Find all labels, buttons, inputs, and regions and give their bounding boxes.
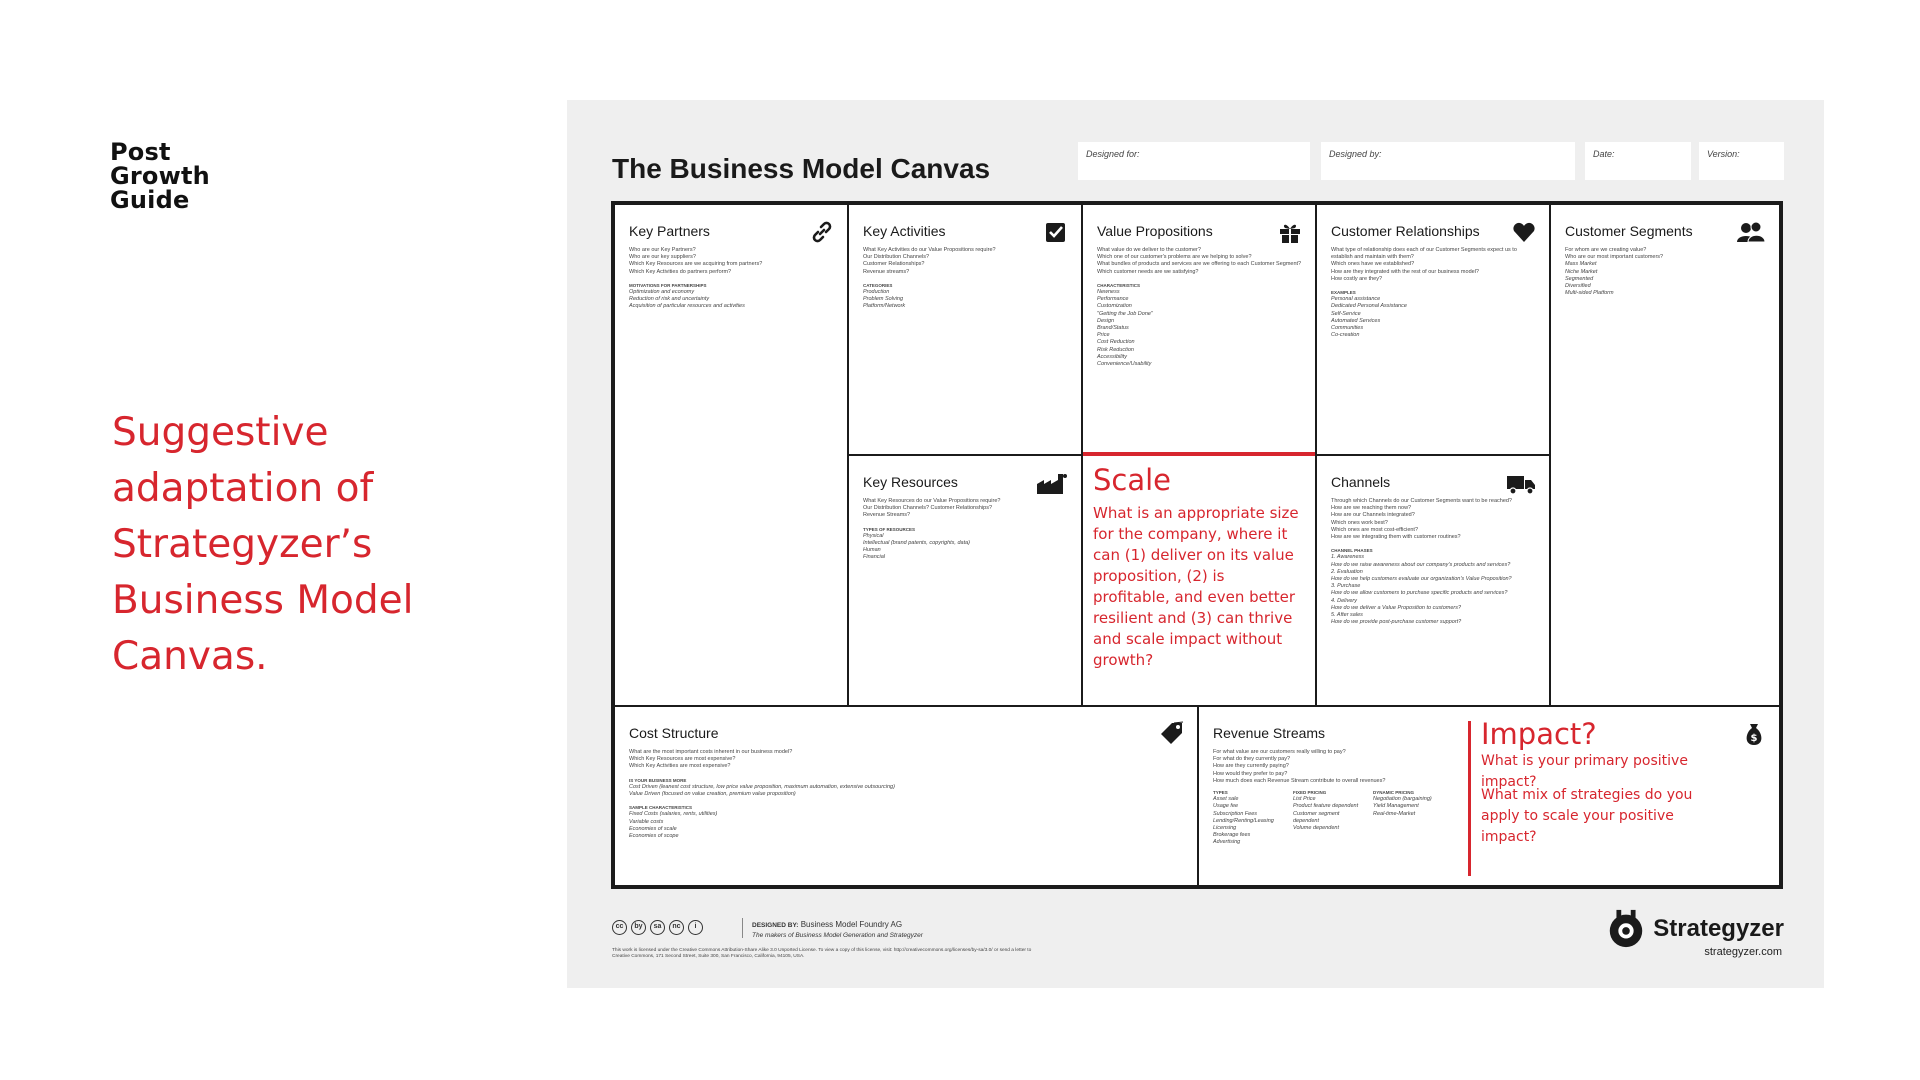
revenue-column-heading: DYNAMIC PRICING <box>1373 790 1415 796</box>
guide-question: How are we reaching them now? <box>1331 505 1412 512</box>
cc-by-icon: by <box>631 920 646 935</box>
guide-example: How do we provide post-purchase customer support? <box>1331 619 1462 626</box>
guide-example: Newness <box>1097 289 1120 296</box>
guide-heading: SAMPLE CHARACTERISTICS <box>629 805 693 811</box>
revenue-column-item: Asset sale <box>1213 796 1239 803</box>
key-resources-title: Key Resources <box>863 474 958 490</box>
guide-example: Production <box>863 289 890 296</box>
guide-example: Self-Service <box>1331 310 1361 317</box>
gift-icon <box>1277 219 1303 245</box>
logo-line-3: Guide <box>110 186 190 214</box>
factory-icon <box>1035 470 1069 496</box>
guide-example: How do we allow customers to purchase specific products and services? <box>1331 590 1508 597</box>
guide-question: Which customer needs are we satisfying? <box>1097 268 1199 275</box>
revenue-column-heading: TYPES <box>1213 790 1228 796</box>
revenue-column-item: dependent <box>1293 817 1319 824</box>
guide-example: Multi-sided Platform <box>1565 290 1614 297</box>
revenue-fixed-pricing-column <box>1293 789 1363 847</box>
makers-credit: The makers of Business Model Generation and Strategyzer <box>752 932 923 939</box>
customer-segments-title: Customer Segments <box>1565 223 1693 239</box>
guide-example: Brand/Status <box>1097 325 1129 332</box>
revenue-question: How would they prefer to pay? <box>1213 770 1288 777</box>
channels-guide <box>1331 498 1539 626</box>
guide-question: What Key Resources do our Value Propositions require? <box>863 498 1001 504</box>
revenue-column-item: Volume dependent <box>1293 825 1339 832</box>
guide-example: 3. Purchase <box>1331 583 1361 590</box>
guide-question: Who are our Key Partners? <box>629 247 696 253</box>
guide-example: Risk Reduction <box>1097 346 1134 353</box>
cc-i-icon: i <box>688 920 703 935</box>
guide-question: What bundles of products and services are we offering to each Customer Segment? <box>1097 261 1302 268</box>
guide-example: 2. Evaluation <box>1331 568 1363 575</box>
guide-heading: CATEGORIES <box>863 282 893 288</box>
guide-example: Platform/Network <box>863 303 906 310</box>
checkbox-icon <box>1043 219 1069 245</box>
guide-question: Who are our key suppliers? <box>629 254 696 261</box>
revenue-types-column <box>1213 789 1283 847</box>
guide-heading: IS YOUR BUSINESS MORE <box>629 777 687 783</box>
revenue-column-item: Lending/Renting/Leasing <box>1213 817 1274 824</box>
customer-relationships-block <box>1315 205 1549 454</box>
strategyzer-logo[interactable] <box>1605 908 1784 950</box>
revenue-column-item: Advertising <box>1213 839 1241 846</box>
guide-question: Which ones are most cost-efficient? <box>1331 526 1419 533</box>
canvas-grid <box>611 201 1783 889</box>
designed-by-credit <box>752 920 902 929</box>
guide-example: Accessibility <box>1097 353 1127 360</box>
guide-example: Design <box>1097 317 1115 324</box>
guide-example: Personal assistance <box>1331 296 1381 303</box>
revenue-column-item: Yield Management <box>1373 803 1419 810</box>
strategyzer-mark-icon <box>1605 908 1647 950</box>
guide-question: Which Key Resources are we acquiring from partners? <box>629 261 763 268</box>
guide-example: Price <box>1097 332 1110 339</box>
key-resources-block <box>847 454 1081 705</box>
license-text: This work is licensed under the Creative Commons Attribution-Share Alike 3.0 Unported License. To view a copy of this license, visit: http://creativecommons.org/licenses/by-sa/3.0/ or send a letter to Creative Commons, 171 Second Street, Suite 300, San Francisco, California, 94105, USA. <box>612 948 1032 959</box>
guide-question: What Key Activities do our Value Propositions require? <box>863 247 996 253</box>
cc-cc-icon: cc <box>612 920 627 935</box>
guide-question: Revenue Streams? <box>863 512 911 519</box>
guide-example: Niche Market <box>1565 268 1598 275</box>
revenue-column-item: Brokerage fees <box>1213 832 1251 839</box>
logo-line-2: Growth <box>110 162 210 190</box>
value-propositions-title: Value Propositions <box>1097 223 1213 239</box>
designed-by-label: DESIGNED BY: <box>752 922 799 929</box>
guide-example: 1. Awareness <box>1331 554 1365 561</box>
guide-example: Human <box>863 547 881 554</box>
guide-example: Value Driven (focused on value creation, premium value proposition) <box>629 791 796 798</box>
guide-example: Acquisition of particular resources and activities <box>629 303 745 310</box>
revenue-column-item: List Price <box>1293 796 1316 803</box>
designed-for-field[interactable]: Designed for: <box>1078 142 1310 180</box>
cost-structure-guide <box>629 749 1187 840</box>
creative-commons-icons <box>612 920 703 935</box>
version-field[interactable]: Version: <box>1699 142 1784 180</box>
svg-text:$: $ <box>1750 733 1758 744</box>
guide-example: Economies of scope <box>629 833 679 840</box>
heart-icon <box>1511 219 1537 245</box>
guide-example: Optimization and economy <box>629 289 695 296</box>
guide-example: 4. Delivery <box>1331 597 1357 604</box>
revenue-question: For what do they currently pay? <box>1213 756 1291 763</box>
impact-title: Impact? <box>1481 717 1597 751</box>
scale-question: What is an appropriate size for the company, where it can (1) deliver on its value proposition, (2) is profitable, and even better resilient and (3) can thrive and scale impact without growth? <box>1093 504 1299 669</box>
guide-question: Which Key Resources are most expensive? <box>629 756 736 763</box>
guide-example: How do we raise awareness about our company's products and services? <box>1331 561 1511 568</box>
revenue-streams-title: Revenue Streams <box>1213 725 1326 741</box>
guide-example: 5. After sales <box>1331 612 1363 619</box>
channels-title: Channels <box>1331 474 1391 490</box>
tagline: Suggestive adaptation of Strategyzer’s Business Model Canvas. <box>112 410 414 679</box>
logo-line-1: Post <box>110 138 171 166</box>
guide-example: Mass Market <box>1565 261 1597 268</box>
guide-example: Problem Solving <box>863 296 904 303</box>
revenue-column-item: Real-time-Market <box>1373 810 1416 817</box>
strategyzer-name: Strategyzer <box>1653 915 1784 942</box>
guide-heading: CHANNEL PHASES <box>1331 548 1373 554</box>
guide-example: Communities <box>1331 325 1364 332</box>
guide-example: Fixed Costs (salaries, rents, utilities) <box>629 811 718 818</box>
revenue-column-item: Licensing <box>1213 825 1237 832</box>
designed-by-field[interactable]: Designed by: <box>1321 142 1575 180</box>
revenue-question: How much does each Revenue Stream contribute to overall revenues? <box>1213 777 1386 784</box>
guide-question: Which ones work best? <box>1331 519 1388 526</box>
channels-block <box>1315 454 1549 705</box>
guide-example: How do we help customers evaluate our organization's Value Proposition? <box>1331 576 1512 583</box>
guide-heading: MOTIVATIONS FOR PARTNERSHIPS <box>629 282 707 288</box>
scale-title: Scale <box>1093 463 1172 497</box>
guide-heading: EXAMPLES <box>1331 290 1356 296</box>
guide-question: What value do we deliver to the customer? <box>1097 247 1201 253</box>
key-activities-title: Key Activities <box>863 223 946 239</box>
guide-question: Which Key Activities are most expensive? <box>629 763 731 770</box>
guide-example: Cost Driven (leanest cost structure, low price value proposition, maximum automation, extensive outsourcing) <box>629 783 895 790</box>
revenue-column-item: Negotiation (bargaining) <box>1373 796 1432 803</box>
link-icon <box>809 219 835 245</box>
guide-question: What type of relationship does each of our Customer Segments expect us to establish and maintain with them? <box>1331 247 1517 261</box>
guide-question: How are our Channels integrated? <box>1331 512 1415 519</box>
key-partners-title: Key Partners <box>629 223 710 239</box>
guide-question: Which ones have we established? <box>1331 261 1415 268</box>
impact-divider <box>1468 721 1471 876</box>
guide-example: Segmented <box>1565 275 1594 282</box>
post-growth-guide-logo <box>110 140 210 212</box>
revenue-column-item: Customer segment <box>1293 810 1340 817</box>
key-partners-guide <box>629 247 837 311</box>
customer-segments-guide <box>1565 247 1769 297</box>
revenue-dynamic-pricing-column <box>1373 789 1453 847</box>
guide-question: Our Distribution Channels? <box>863 254 930 261</box>
key-activities-block <box>847 205 1081 454</box>
business-model-canvas-poster <box>567 100 1824 988</box>
guide-heading: TYPES OF RESOURCES <box>863 526 916 532</box>
guide-example: Variable costs <box>629 818 664 825</box>
guide-example: Reduction of risk and uncertainty <box>629 296 710 303</box>
guide-question: Who are our most important customers? <box>1565 254 1664 261</box>
designed-by-name: Business Model Foundry AG <box>800 920 903 929</box>
guide-example: Convenience/Usability <box>1097 361 1152 368</box>
truck-icon <box>1505 470 1537 496</box>
revenue-question: How are they currently paying? <box>1213 763 1289 770</box>
guide-example: Performance <box>1097 296 1129 303</box>
cc-sa-icon: sa <box>650 920 665 935</box>
value-propositions-block <box>1081 205 1315 705</box>
revenue-column-item: Usage fee <box>1213 803 1239 810</box>
value-propositions-guide <box>1097 247 1305 368</box>
guide-question: How costly are they? <box>1331 275 1383 282</box>
guide-example: Cost Reduction <box>1097 339 1135 346</box>
guide-question: What are the most important costs inherent in our business model? <box>629 749 793 755</box>
guide-question: Our Distribution Channels? Customer Relationships? <box>863 505 993 512</box>
guide-question: How are we integrating them with customer routines? <box>1331 534 1461 541</box>
guide-example: Automated Services <box>1331 317 1381 324</box>
strategyzer-url[interactable]: strategyzer.com <box>1704 946 1782 958</box>
guide-question: Customer Relationships? <box>863 261 925 268</box>
guide-question: Which one of our customer's problems are we helping to solve? <box>1097 254 1252 261</box>
impact-question-1: What is your primary positive impact? <box>1481 753 1688 790</box>
customer-relationships-guide <box>1331 247 1539 339</box>
key-partners-block <box>615 205 847 705</box>
cost-structure-block <box>615 705 1197 885</box>
guide-example: Economies of scale <box>629 825 677 832</box>
revenue-question: For what value are our customers really willing to pay? <box>1213 749 1346 755</box>
guide-example: Dedicated Personal Assistance <box>1331 303 1407 310</box>
scale-divider <box>1083 452 1315 456</box>
users-icon <box>1735 219 1767 245</box>
guide-example: Co-creation <box>1331 332 1360 339</box>
revenue-streams-block <box>1197 705 1779 885</box>
impact-question-2: What mix of strategies do you apply to scale your positive impact? <box>1481 787 1693 845</box>
guide-question: Which Key Activities do partners perform? <box>629 268 732 275</box>
guide-question: For whom are we creating value? <box>1565 247 1647 253</box>
price-tag-icon <box>1159 721 1185 747</box>
revenue-column-heading: FIXED PRICING <box>1293 790 1327 796</box>
guide-example: Diversified <box>1565 283 1591 290</box>
revenue-streams-guide <box>1213 749 1473 847</box>
guide-question: Through which Channels do our Customer Segments want to be reached? <box>1331 498 1512 504</box>
key-activities-guide <box>863 247 1071 311</box>
revenue-column-item: Product feature dependent <box>1293 803 1359 810</box>
date-field[interactable]: Date: <box>1585 142 1691 180</box>
key-resources-guide <box>863 498 1071 562</box>
cc-nc-icon: nc <box>669 920 684 935</box>
guide-example: "Getting the Job Done" <box>1097 310 1153 317</box>
poster-title: The Business Model Canvas <box>612 153 991 184</box>
revenue-column-item: Subscription Fees <box>1213 810 1258 817</box>
guide-example: Physical <box>863 532 884 539</box>
cost-structure-title: Cost Structure <box>629 725 719 741</box>
guide-example: Customization <box>1097 303 1132 310</box>
guide-question: Revenue streams? <box>863 268 910 275</box>
guide-heading: CHARACTERISTICS <box>1097 282 1141 288</box>
guide-example: How do we deliver a Value Proposition to customers? <box>1331 604 1462 611</box>
guide-example: Intellectual (brand patents, copyrights, data) <box>863 540 971 547</box>
footer-divider <box>742 918 743 938</box>
guide-example: Financial <box>863 554 886 561</box>
guide-question: How are they integrated with the rest of our business model? <box>1331 268 1479 275</box>
customer-relationships-title: Customer Relationships <box>1331 223 1480 239</box>
money-bag-icon <box>1741 721 1767 747</box>
customer-segments-block <box>1549 205 1779 705</box>
